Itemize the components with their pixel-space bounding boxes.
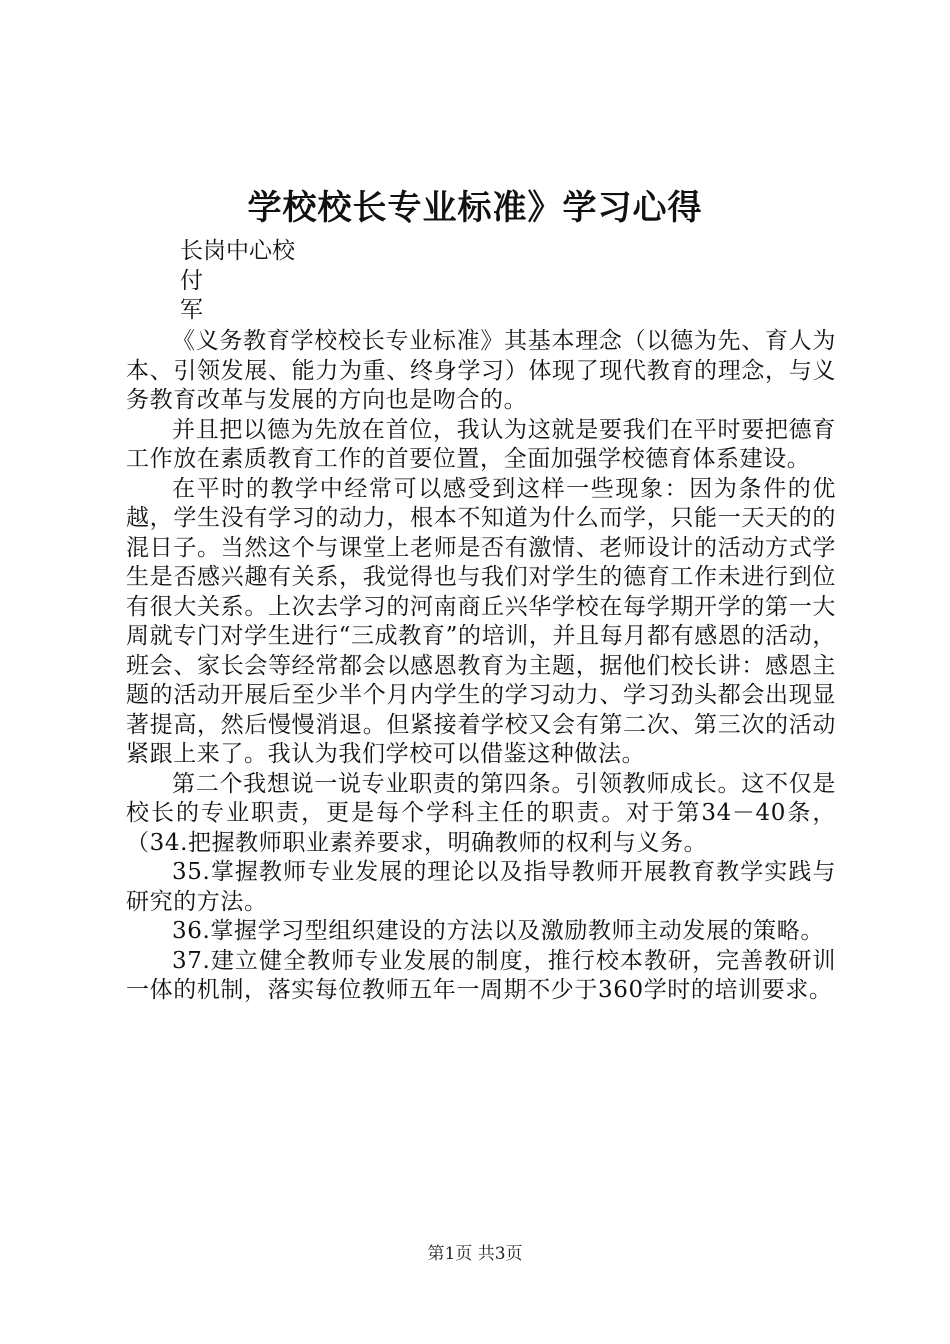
paragraph-4: 第二个我想说一说专业职责的第四条。引领教师成长。这不仅是校长的专业职责，更是每个学科主任的职责。对于第34－40条，（34.把握教师职业素养要求，明确教师的权利与义务。 bbox=[126, 770, 836, 856]
paragraph-3: 在平时的教学中经常可以感受到这样一些现象：因为条件的优越，学生没有学习的动力，根本不知道为什么而学，只能一天天的的混日子。当然这个与课堂上老师是否有激情、老师设计的活动方式学生是否感兴趣有关系，我觉得也与我们对学生的德育工作未进行到位有很大关系。上次去学习的河南商丘兴华学校在每学期开学的第一大周就专门对学生进行“三成教育”的培训，并且每月都有感恩的活动，班会、家长会等经常都会以感恩教育为主题，据他们校长讲：感恩主题的活动开展后至少半个月内学生的学习动力、学习劲头都会出现显著提高，然后慢慢消退。但紧接着学校又会有第二次、第三次的活动紧跟上来了。我认为我们学校可以借鉴这种做法。 bbox=[126, 475, 836, 767]
school-name: 长岗中心校 bbox=[180, 238, 295, 264]
paragraph-6: 36.掌握学习型组织建设的方法以及激励教师主动发展的策略。 bbox=[172, 918, 824, 944]
paragraph-2: 并且把以德为先放在首位，我认为这就是要我们在平时要把德育工作放在素质教育工作的首要位置，全面加强学校德育体系建设。 bbox=[126, 416, 836, 472]
paragraph-1: 《义务教育学校校长专业标准》其基本理念（以德为先、育人为本、引领发展、能力为重、终身学习）体现了现代教育的理念，与义务教育改革与发展的方向也是吻合的。 bbox=[126, 328, 836, 413]
document-title: 学校校长专业标准》学习心得 bbox=[247, 188, 703, 228]
document-body bbox=[126, 327, 836, 1006]
paragraph-7: 37.建立健全教师专业发展的制度，推行校本教研，完善教研训一体的机制，落实每位教师五年一周期不少于360学时的培训要求。 bbox=[126, 947, 836, 1003]
paragraph-5: 35.掌握教师专业发展的理论以及指导教师开展教育教学实践与研究的方法。 bbox=[126, 859, 836, 915]
author-block bbox=[180, 237, 295, 326]
author-name-line-2: 军 bbox=[180, 297, 203, 323]
page-number: 第1页 共3页 bbox=[427, 1244, 523, 1264]
author-name-line-1: 付 bbox=[180, 267, 203, 294]
